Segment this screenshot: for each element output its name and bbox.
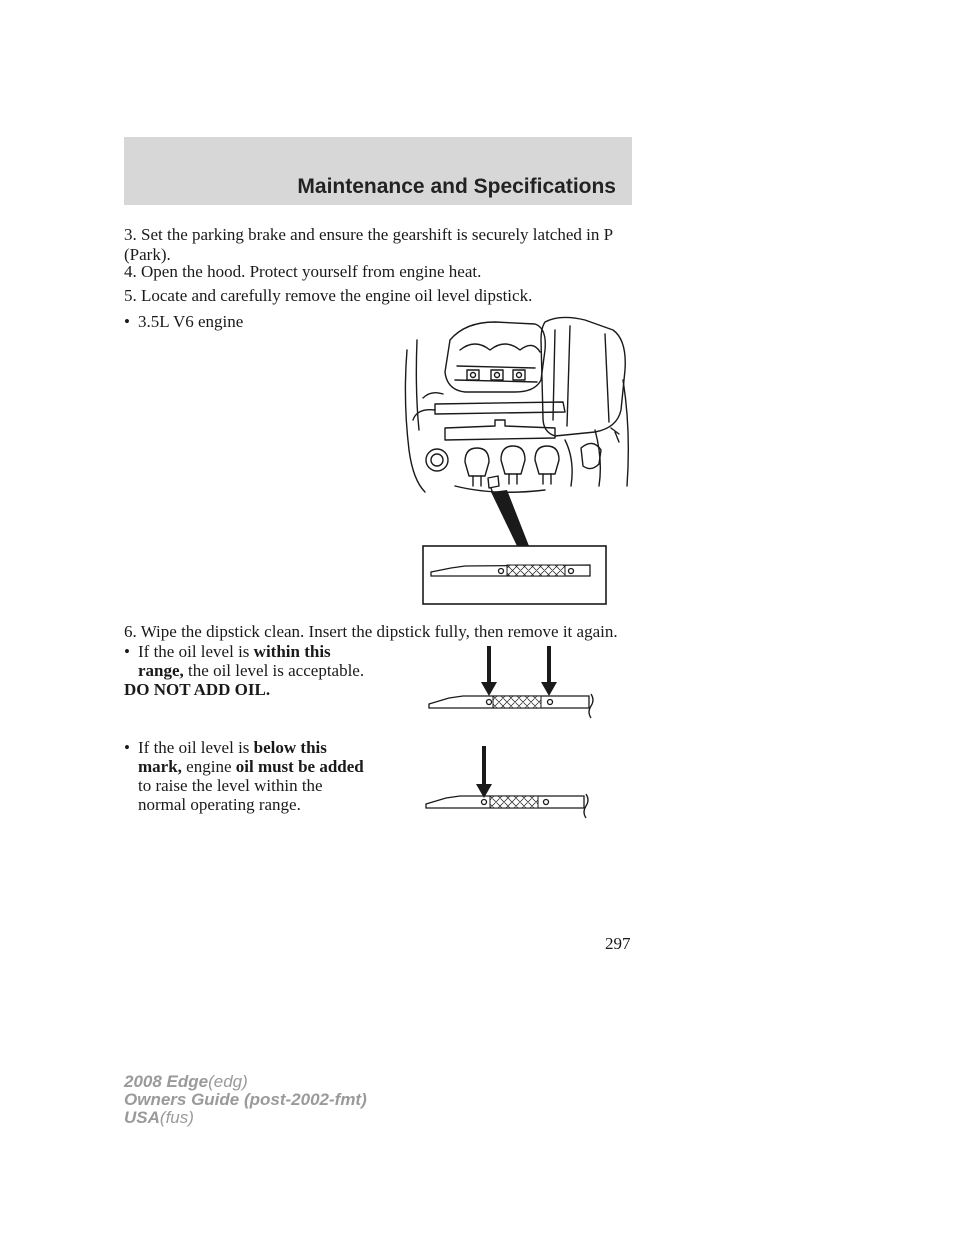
below-bold-1: below this (253, 738, 327, 757)
bullet-dot: • (124, 738, 130, 757)
footer-guide: Owners Guide (post-2002-fmt) (124, 1090, 367, 1109)
page-number: 297 (605, 934, 631, 953)
within-prefix: If the oil level is (138, 642, 254, 661)
within-rest: the oil level is acceptable. (183, 661, 365, 680)
step-3 (124, 225, 644, 265)
bullet-dot: • (124, 312, 130, 331)
footer-model-code: (edg) (208, 1072, 248, 1091)
engine-label: 3.5L V6 engine (138, 312, 244, 331)
bullet-dot: • (124, 642, 130, 661)
step-3-line-2: (Park). (124, 245, 171, 264)
section-header (124, 137, 632, 205)
footer-market: USA (124, 1108, 160, 1127)
below-mark-bullet (124, 738, 414, 818)
do-not-add-oil: DO NOT ADD OIL. (124, 680, 271, 699)
oil-must-be-added: oil must be added (235, 757, 364, 776)
below-bold-2: mark, (138, 757, 182, 776)
step-3-line-1: 3. Set the parking brake and ensure the gearshift is securely latched in P (124, 225, 614, 244)
within-bold-2: range, (138, 661, 184, 680)
below-mid: engine (181, 757, 236, 776)
step-5: 5. Locate and carefully remove the engine oil level dipstick. (124, 286, 533, 305)
dipstick-below-mark-illustration (422, 744, 597, 820)
step-6: 6. Wipe the dipstick clean. Insert the dipstick fully, then remove it again. (124, 622, 618, 641)
footer-market-code: (fus) (159, 1108, 194, 1127)
engine-illustration (395, 310, 635, 610)
below-line-3: to raise the level within the (138, 776, 323, 795)
footer-model: 2008 Edge (124, 1072, 209, 1091)
section-title: Maintenance and Specifications (297, 175, 616, 198)
within-bold-1: within this (253, 642, 331, 661)
dipstick-within-range-illustration (425, 644, 600, 720)
below-line-4: normal operating range. (138, 795, 301, 814)
step-4: 4. Open the hood. Protect yourself from engine heat. (124, 262, 482, 281)
within-range-bullet (124, 642, 394, 708)
footer (124, 1073, 367, 1127)
below-prefix: If the oil level is (138, 738, 254, 757)
